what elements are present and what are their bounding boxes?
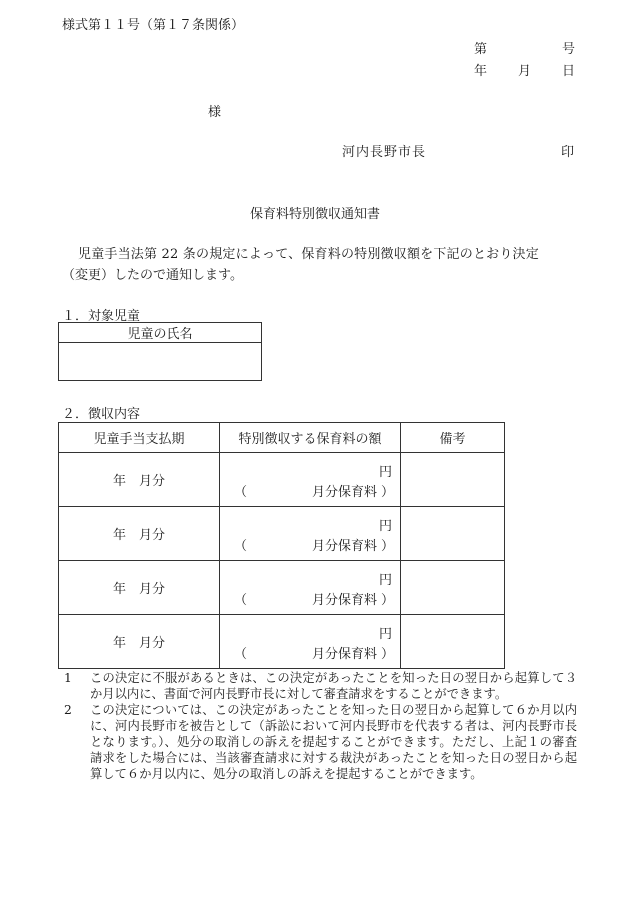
remarks-cell[interactable]: [401, 561, 505, 615]
period-cell[interactable]: 年 月分: [59, 453, 220, 507]
doc-number-go: 号: [562, 42, 576, 57]
doc-number-dai: 第: [474, 42, 488, 57]
section1-heading: １．対象児童: [62, 309, 141, 324]
section2-heading: ２．徴収内容: [62, 407, 141, 422]
date-month: 月: [518, 64, 532, 79]
child-name-value[interactable]: [59, 343, 262, 381]
amount-cell[interactable]: [220, 453, 401, 507]
note-number: 1: [64, 671, 72, 685]
yen-label: 円: [378, 627, 392, 642]
table-row: [59, 615, 505, 669]
document-title: 保育料特別徴収通知書: [249, 207, 380, 222]
note-close-paren: ）: [380, 485, 394, 500]
remarks-cell[interactable]: [401, 615, 505, 669]
header-collection-amount: 特別徴収する保育料の額: [220, 423, 401, 453]
note-close-paren: ）: [380, 593, 394, 608]
note-item: [62, 702, 577, 782]
yen-label: 円: [378, 465, 392, 480]
notes-section: [62, 670, 577, 782]
amount-cell[interactable]: [220, 615, 401, 669]
header-remarks: 備考: [401, 423, 505, 453]
note-open-paren: （: [234, 647, 248, 662]
amount-cell[interactable]: [220, 507, 401, 561]
date-day: 日: [562, 64, 576, 79]
note-close-paren: ）: [380, 647, 394, 662]
note-open-paren: （: [234, 593, 248, 608]
remarks-cell[interactable]: [401, 507, 505, 561]
month-fee-label: 月分保育料: [312, 539, 378, 554]
month-fee-label: 月分保育料: [312, 593, 378, 608]
month-fee-label: 月分保育料: [312, 647, 378, 662]
remarks-cell[interactable]: [401, 453, 505, 507]
note-open-paren: （: [234, 539, 248, 554]
child-table: [58, 322, 262, 381]
note-open-paren: （: [234, 485, 248, 500]
note-text: この決定については、この決定があったことを知った日の翌日から起算して６か月以内に、河内長野市を被告として（訴訟において河内長野市を代表する者は、河内長野市長となります。）、処分の取消しの訴えを提起することができます。ただし、上記１の審査請求をした場合には、当該審査請求に対する裁決があったことを知った日の翌日から起算して６か月以内に、処分の取消しの訴えを提起することができます。: [90, 703, 577, 781]
header-payment-period: 児童手当支払期: [59, 423, 220, 453]
amount-cell[interactable]: [220, 561, 401, 615]
note-item: [62, 670, 577, 702]
intro-line-2: （変更）したので通知します。: [62, 268, 243, 283]
table-row: [59, 561, 505, 615]
period-cell[interactable]: 年 月分: [59, 615, 220, 669]
yen-label: 円: [378, 573, 392, 588]
addressee-suffix: 様: [208, 105, 222, 120]
note-text: この決定に不服があるときは、この決定があったことを知った日の翌日から起算して３か月以内に、書面で河内長野市長に対して審査請求をすることができます。: [90, 671, 577, 701]
form-id: 様式第１１号（第１７条関係）: [62, 18, 245, 33]
period-cell[interactable]: 年 月分: [59, 561, 220, 615]
seal-mark: 印: [561, 145, 575, 160]
child-name-header: 児童の氏名: [59, 323, 262, 343]
note-number: 2: [64, 703, 72, 717]
yen-label: 円: [378, 519, 392, 534]
note-close-paren: ）: [380, 539, 394, 554]
intro-line-1: 児童手当法第 22 条の規定によって、保育料の特別徴収額を下記のとおり決定: [78, 247, 539, 262]
table-row: [59, 507, 505, 561]
collection-table: [58, 422, 505, 669]
month-fee-label: 月分保育料: [312, 485, 378, 500]
table-row: [59, 453, 505, 507]
issuer-name: 河内長野市長: [342, 145, 427, 160]
date-year: 年: [474, 64, 488, 79]
period-cell[interactable]: 年 月分: [59, 507, 220, 561]
